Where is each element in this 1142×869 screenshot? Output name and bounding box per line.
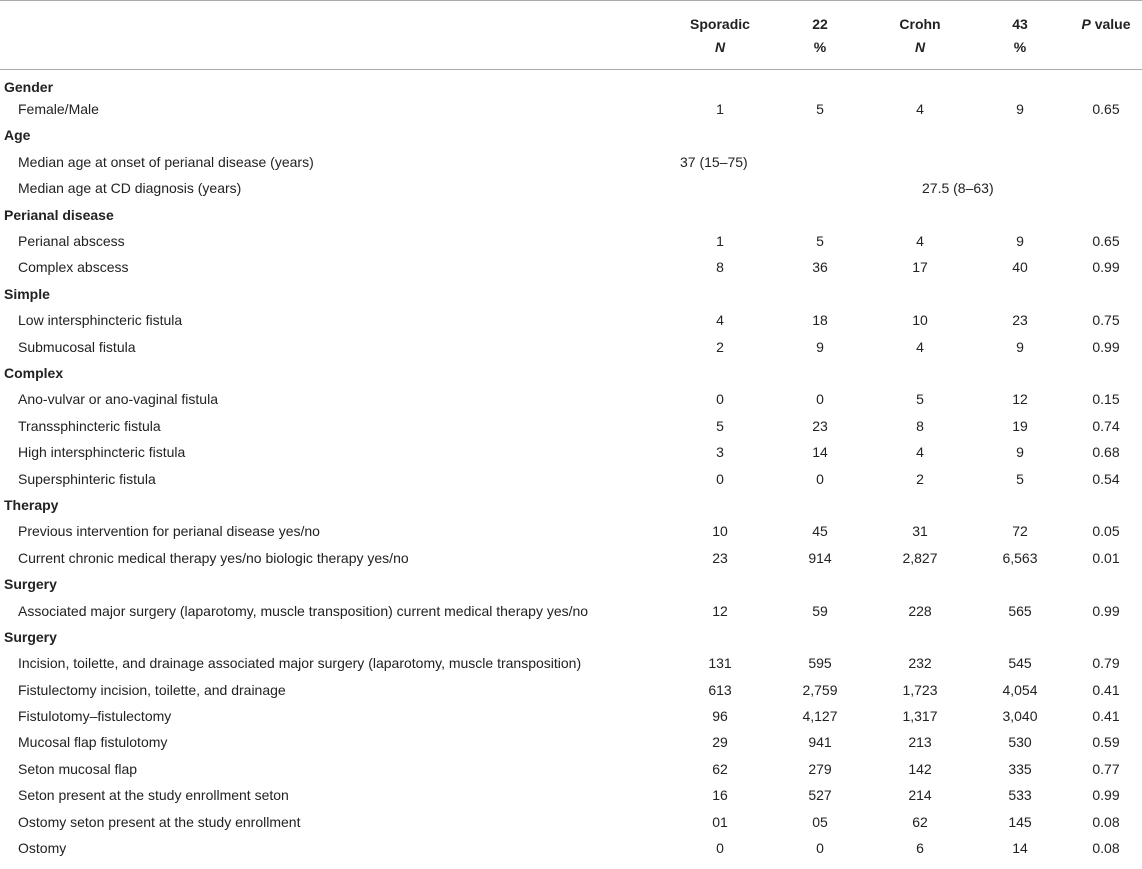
empty-cells (870, 149, 1142, 175)
sporadic-pct-cell: 914 (808, 549, 832, 566)
sporadic-pct-cell: 4,127 (802, 708, 838, 725)
table-row (0, 545, 1142, 571)
row-label: Associated major surgery (laparotomy, muscle transposition) current medical therapy yes/no (18, 602, 589, 619)
row-label: Fistulectomy incision, toilette, and drainage (18, 681, 286, 698)
crohn-n-cell: 17 (912, 259, 928, 276)
table-row (0, 703, 1142, 729)
header-pvalue-p: P (1081, 16, 1091, 32)
crohn-n-cell: 5 (916, 391, 924, 408)
crohn-pct-cell: 3,040 (1002, 708, 1038, 725)
row-label: Low intersphincteric fistula (18, 312, 183, 329)
sporadic-median-cell: 37 (15–75) (680, 153, 748, 170)
section-filler (670, 122, 1142, 148)
table-row (0, 175, 1142, 201)
pvalue-cell: 0.65 (1092, 101, 1120, 118)
table-row (0, 782, 1142, 808)
pvalue-cell: 0.54 (1092, 470, 1120, 487)
row-label: Transsphincteric fistula (18, 417, 161, 434)
crohn-pct-cell: 4,054 (1002, 681, 1038, 698)
sporadic-pct-cell: 941 (808, 734, 832, 751)
crohn-median-cell: 27.5 (8–63) (922, 180, 994, 197)
crohn-n-cell: 1,317 (902, 708, 938, 725)
sporadic-pct-cell: 595 (808, 655, 832, 672)
header-crohn: Crohn (899, 16, 941, 32)
crohn-n-cell: 4 (916, 444, 924, 461)
header-blank-3 (1070, 35, 1142, 70)
pvalue-cell: 0.05 (1092, 523, 1120, 540)
crohn-n-cell: 213 (908, 734, 932, 751)
row-label: Fistulotomy–fistulectomy (18, 708, 172, 725)
sporadic-n-cell: 0 (716, 840, 724, 857)
row-label: Incision, toilette, and drainage associated major surgery (laparotomy, muscle transposition) (18, 655, 582, 672)
section-row (0, 360, 1142, 386)
sporadic-n-cell: 1 (716, 101, 724, 118)
row-label: Ostomy (18, 840, 67, 857)
section-row (0, 70, 1142, 96)
section-filler (670, 201, 1142, 227)
sporadic-pct-cell: 0 (816, 470, 824, 487)
crohn-n-cell: 31 (912, 523, 928, 540)
table-row (0, 756, 1142, 782)
table-row (0, 650, 1142, 676)
section-row (0, 492, 1142, 518)
sporadic-n-cell: 12 (712, 602, 728, 619)
row-label: Perianal abscess (18, 233, 125, 250)
sporadic-pct-cell: 05 (812, 813, 828, 830)
crohn-pct-cell: 72 (1012, 523, 1028, 540)
sporadic-n-cell: 23 (712, 549, 728, 566)
crohn-n-cell: 2 (916, 470, 924, 487)
pvalue-cell: 0.99 (1092, 259, 1120, 276)
table-row (0, 254, 1142, 280)
section-filler (670, 281, 1142, 307)
row-label: Median age at onset of perianal disease (years) (18, 153, 314, 170)
pvalue-cell: 0.15 (1092, 391, 1120, 408)
crohn-pct-cell: 9 (1016, 444, 1024, 461)
section-label: Surgery (4, 628, 57, 645)
section-row (0, 201, 1142, 227)
row-label: Previous intervention for perianal disease yes/no (18, 523, 320, 540)
section-row (0, 624, 1142, 650)
crohn-pct-cell: 530 (1008, 734, 1032, 751)
table-row (0, 808, 1142, 834)
crohn-n-cell: 62 (912, 813, 928, 830)
table-row (0, 96, 1142, 122)
sporadic-pct-cell: 2,759 (802, 681, 838, 698)
empty-cell (1070, 175, 1142, 201)
sporadic-pct-cell: 5 (816, 101, 824, 118)
section-filler (670, 492, 1142, 518)
crohn-pct-cell: 9 (1016, 101, 1024, 118)
row-label: Ano-vulvar or ano-vaginal fistula (18, 391, 218, 408)
sporadic-n-cell: 4 (716, 312, 724, 329)
pvalue-cell: 0.75 (1092, 312, 1120, 329)
header-row-2 (0, 35, 1142, 70)
section-filler (670, 70, 1142, 96)
sporadic-pct-cell: 9 (816, 338, 824, 355)
pvalue-cell: 0.99 (1092, 602, 1120, 619)
sporadic-pct-cell: 59 (812, 602, 828, 619)
sporadic-pct-cell: 36 (812, 259, 828, 276)
header-row-1 (0, 1, 1142, 35)
crohn-n-cell: 228 (908, 602, 932, 619)
table-row (0, 228, 1142, 254)
crohn-pct-cell: 19 (1012, 417, 1028, 434)
section-label: Gender (4, 78, 54, 95)
sporadic-n-cell: 01 (712, 813, 728, 830)
table-header (0, 1, 1142, 70)
sporadic-n-cell: 62 (712, 760, 728, 777)
header-pvalue (1070, 1, 1142, 35)
row-label: Seton mucosal flap (18, 760, 138, 777)
sporadic-pct-cell: 45 (812, 523, 828, 540)
crohn-n-cell: 6 (916, 840, 924, 857)
pvalue-cell: 0.79 (1092, 655, 1120, 672)
crohn-n-cell: 8 (916, 417, 924, 434)
section-label: Therapy (4, 496, 59, 513)
empty-cells (670, 175, 870, 201)
crohn-n-cell: 232 (908, 655, 932, 672)
table-row (0, 386, 1142, 412)
sporadic-pct-cell: 0 (816, 840, 824, 857)
crohn-pct-cell: 545 (1008, 655, 1032, 672)
sporadic-n-cell: 16 (712, 787, 728, 804)
row-label: Complex abscess (18, 259, 129, 276)
table-row (0, 597, 1142, 623)
pvalue-cell: 0.41 (1092, 708, 1120, 725)
sporadic-n-cell: 2 (716, 338, 724, 355)
header-sporadic-count: 22 (812, 16, 828, 32)
crohn-pct-cell: 145 (1008, 813, 1032, 830)
row-label: Current chronic medical therapy yes/no biologic therapy yes/no (18, 549, 409, 566)
sporadic-pct-cell: 279 (808, 760, 832, 777)
crohn-n-cell: 214 (908, 787, 932, 804)
crohn-n-cell: 1,723 (902, 681, 938, 698)
section-filler (670, 571, 1142, 597)
crohn-n-cell: 4 (916, 338, 924, 355)
section-label: Perianal disease (4, 206, 114, 223)
sporadic-n-cell: 0 (716, 470, 724, 487)
crohn-pct-cell: 12 (1012, 391, 1028, 408)
sporadic-n-cell: 5 (716, 417, 724, 434)
sporadic-pct-cell: 5 (816, 233, 824, 250)
crohn-n-cell: 10 (912, 312, 928, 329)
sporadic-pct-cell: 18 (812, 312, 828, 329)
row-label: Female/Male (18, 101, 99, 118)
crohn-n-cell: 2,827 (902, 549, 938, 566)
crohn-n-cell: 4 (916, 233, 924, 250)
table-row (0, 307, 1142, 333)
header-blank (0, 1, 670, 35)
crohn-n-cell: 4 (916, 101, 924, 118)
crohn-pct-cell: 533 (1008, 787, 1032, 804)
sporadic-n-cell: 8 (716, 259, 724, 276)
table-row (0, 676, 1142, 702)
row-label: Submucosal fistula (18, 338, 136, 355)
pvalue-cell: 0.41 (1092, 681, 1120, 698)
pvalue-cell: 0.08 (1092, 840, 1120, 857)
header-sporadic-n: N (714, 39, 726, 55)
crohn-pct-cell: 6,563 (1002, 549, 1038, 566)
sporadic-n-cell: 96 (712, 708, 728, 725)
pvalue-cell: 0.08 (1092, 813, 1120, 830)
sporadic-pct-cell: 14 (812, 444, 828, 461)
pvalue-cell: 0.01 (1092, 549, 1120, 566)
sporadic-n-cell: 10 (712, 523, 728, 540)
section-row (0, 122, 1142, 148)
sporadic-n-cell: 29 (712, 734, 728, 751)
row-label: Supersphinteric fistula (18, 470, 156, 487)
row-label: Seton present at the study enrollment seton (18, 787, 289, 804)
sporadic-n-cell: 3 (716, 444, 724, 461)
pvalue-cell: 0.65 (1092, 233, 1120, 250)
header-pvalue-rest: value (1090, 16, 1131, 32)
sporadic-pct-cell: 0 (816, 391, 824, 408)
row-label: Ostomy seton present at the study enrollment (18, 813, 301, 830)
pvalue-cell: 0.74 (1092, 417, 1120, 434)
table-row (0, 518, 1142, 544)
pvalue-cell: 0.77 (1092, 760, 1120, 777)
table-row (0, 465, 1142, 491)
header-sporadic: Sporadic (690, 16, 750, 32)
header-sporadic-pct: % (813, 39, 827, 55)
table-row (0, 333, 1142, 359)
section-label: Surgery (4, 576, 57, 593)
row-label: Median age at CD diagnosis (years) (18, 180, 242, 197)
section-label: Simple (4, 285, 50, 302)
pvalue-cell: 0.99 (1092, 787, 1120, 804)
section-row (0, 281, 1142, 307)
pvalue-cell: 0.68 (1092, 444, 1120, 461)
sporadic-pct-cell: 23 (812, 417, 828, 434)
crohn-pct-cell: 9 (1016, 233, 1024, 250)
table-row (0, 413, 1142, 439)
sporadic-n-cell: 1 (716, 233, 724, 250)
crohn-pct-cell: 14 (1012, 840, 1028, 857)
pvalue-cell: 0.99 (1092, 338, 1120, 355)
crohn-pct-cell: 5 (1016, 470, 1024, 487)
table-row (0, 729, 1142, 755)
table-row (0, 439, 1142, 465)
sporadic-n-cell: 613 (708, 681, 732, 698)
crohn-pct-cell: 23 (1012, 312, 1028, 329)
sporadic-n-cell: 131 (708, 655, 732, 672)
section-filler (670, 360, 1142, 386)
section-label: Age (4, 127, 31, 144)
row-label: High intersphincteric fistula (18, 444, 186, 461)
crohn-pct-cell: 565 (1008, 602, 1032, 619)
table-row (0, 149, 1142, 175)
sporadic-pct-cell: 527 (808, 787, 832, 804)
row-label: Mucosal flap fistulotomy (18, 734, 168, 751)
header-crohn-n: N (914, 39, 926, 55)
header-crohn-pct: % (1013, 39, 1027, 55)
table-body (0, 70, 1142, 862)
crohn-pct-cell: 40 (1012, 259, 1028, 276)
header-blank-2 (0, 35, 670, 70)
section-row (0, 571, 1142, 597)
sporadic-n-cell: 0 (716, 391, 724, 408)
pvalue-cell: 0.59 (1092, 734, 1120, 751)
crohn-pct-cell: 9 (1016, 338, 1024, 355)
table-row (0, 835, 1142, 861)
section-label: Complex (4, 364, 64, 381)
crohn-pct-cell: 335 (1008, 760, 1032, 777)
section-filler (670, 624, 1142, 650)
header-crohn-count: 43 (1012, 16, 1028, 32)
crohn-n-cell: 142 (908, 760, 932, 777)
